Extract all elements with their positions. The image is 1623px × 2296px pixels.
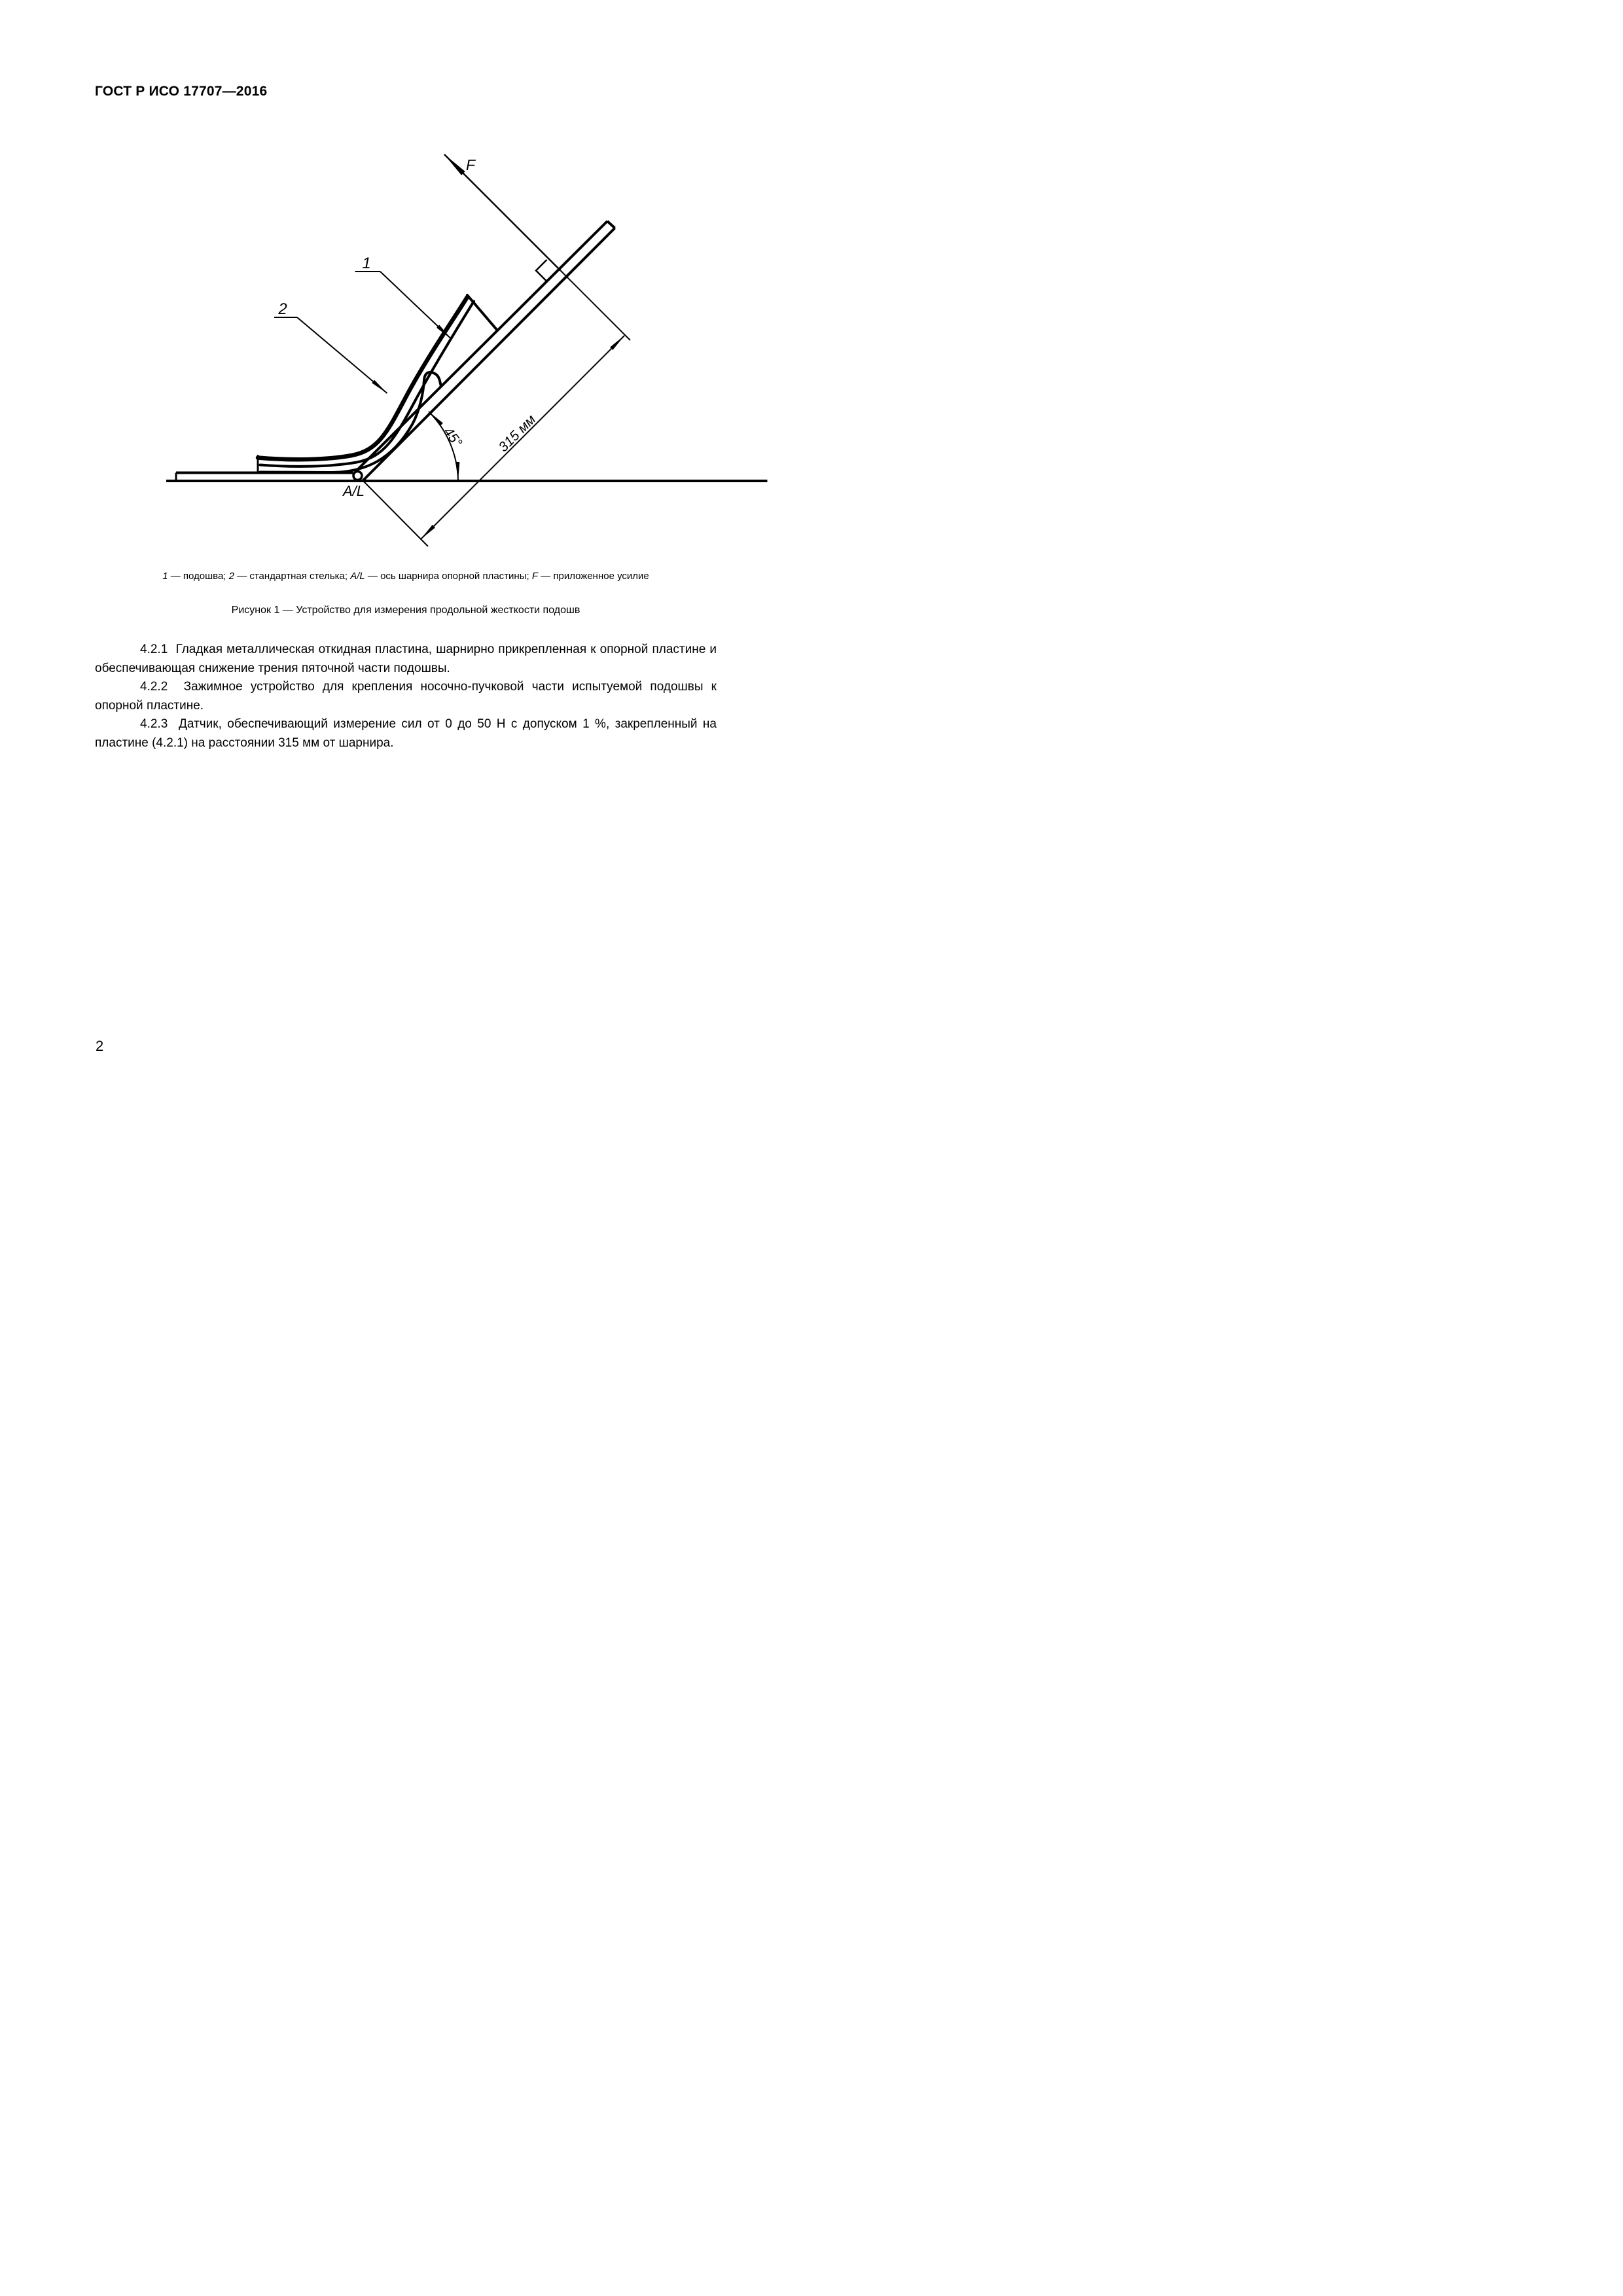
body-text [95, 641, 717, 752]
document-title: ГОСТ Р ИСО 17707—2016 [95, 84, 268, 99]
note-ref-1: 1 [162, 571, 168, 582]
sole-top-surface [258, 297, 467, 459]
toe-end-clamp-line [467, 295, 497, 330]
note-text-1: — подошва; [168, 571, 229, 582]
hinge-axis-circle [353, 472, 362, 480]
document-page [0, 0, 812, 1148]
note-ref-2: 2 [228, 571, 234, 582]
label-dimension: 315 мм [495, 412, 539, 455]
label-hinge-axis: A/L [343, 483, 365, 499]
label-sole: 1 [362, 255, 371, 272]
paragraph-4-2-3: 4.2.3 Датчик, обеспечивающий измерение сил от 0 до 50 Н с допуском 1 %, закрепленный на пластине (4.2.1) на расстоянии 315 мм от шарнира. [95, 717, 717, 750]
note-text-3: — ось шарнира опорной пластины; [365, 571, 532, 582]
note-ref-al: A/L [350, 571, 365, 582]
support-plate [176, 473, 353, 481]
leader-insole [274, 317, 387, 393]
paragraph-4-2-1: 4.2.1 Гладкая металлическая откидная пластина, шарнирно прикрепленная к опорной пластине и обеспечивающая снижение трения пяточной части подошвы. [95, 643, 717, 675]
figure-caption: Рисунок 1 — Устройство для измерения продольной жесткости подошв [231, 605, 580, 616]
label-force: F [466, 156, 476, 173]
extension-line-hinge [362, 480, 428, 546]
extension-line-top [561, 271, 631, 341]
label-angle: 45° [440, 424, 465, 450]
hinged-flap-plate [355, 221, 615, 480]
label-insole: 2 [278, 300, 287, 318]
note-text-2: — стандартная стелька; [234, 571, 351, 582]
leader-sole [355, 272, 452, 339]
note-ref-f: F [531, 571, 539, 582]
force-arrow [444, 154, 561, 271]
paragraph-4-2-2: 4.2.2 Зажимное устройство для крепления носочно-пучковой части испытуемой подошвы к опорной пластине. [95, 680, 717, 713]
note-text-4: — приложенное усилие [538, 571, 649, 582]
page-number: 2 [96, 1038, 104, 1054]
figure-1-diagram [141, 124, 792, 566]
figure-note [95, 571, 717, 582]
stiffness-test-device-drawing [141, 124, 792, 566]
right-angle-mark [536, 260, 547, 281]
